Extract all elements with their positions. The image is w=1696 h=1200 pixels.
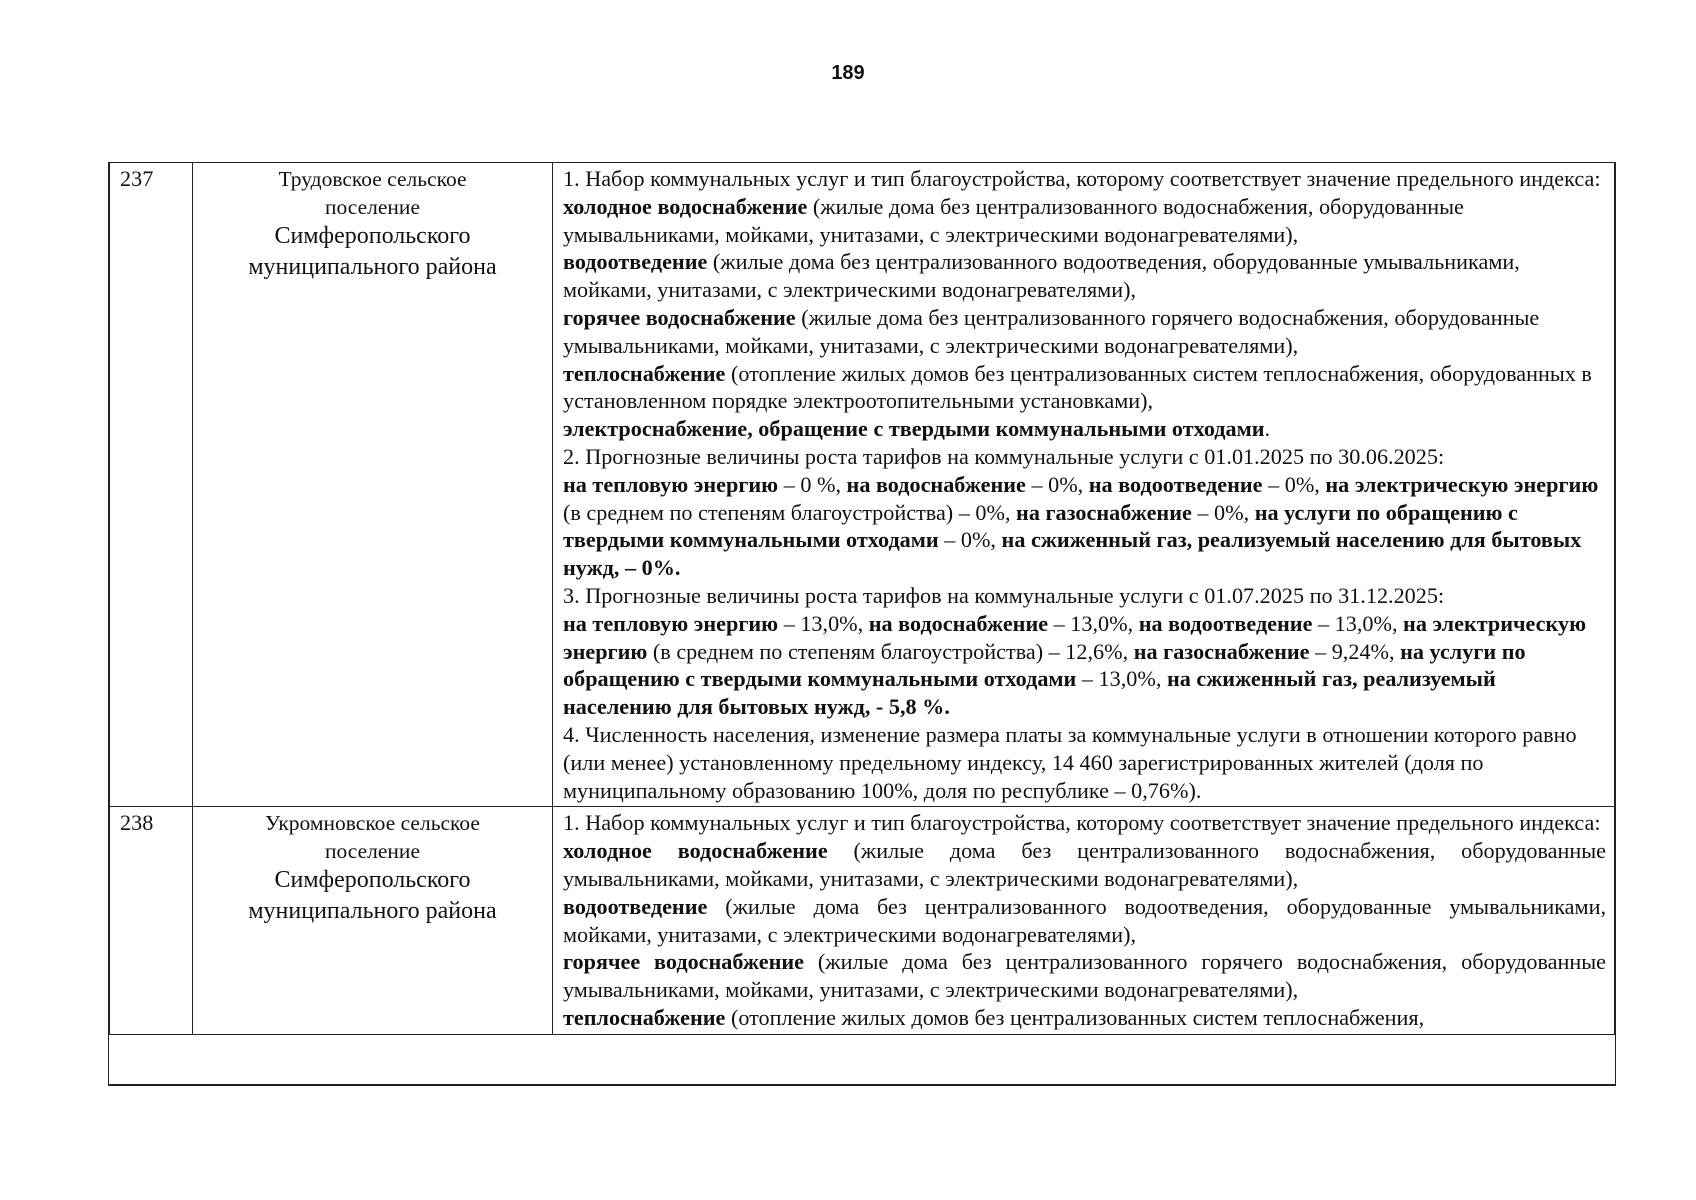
cold-water-text: (жилые дома без централизованного водоснабжения, оборудованные умывальниками, мойками, унитазами, с электрическими водонагревателями), <box>563 193 1464 247</box>
tariff-label: на сжиженный газ, реализуемый населению для бытовых нужд, – 0%. <box>563 527 1582 581</box>
sewer-label: водоотведение <box>563 249 708 275</box>
heat-text: (отопление жилых домов без централизованных систем теплоснабжения, оборудованных в установленном порядке электроотопительными установками), <box>563 360 1592 414</box>
name-line: Симферопольского <box>274 867 471 894</box>
row-number: 237 <box>110 163 193 807</box>
tariff-description <box>553 163 1615 807</box>
name-line: муниципального района <box>248 898 497 925</box>
tariff-value: – 0%, <box>1025 471 1089 497</box>
name-line: Симферопольского <box>274 223 471 249</box>
tariff-value: – 13,0%, <box>1076 666 1167 692</box>
tariff-value: (в среднем по степеням благоустройства) – 12,6%, <box>647 638 1134 664</box>
hot-water-text: (жилые дома без централизованного горячего водоснабжения, оборудованные умывальниками, мойками, унитазами, с электрическими водонагревателями), <box>563 304 1540 358</box>
name-line: поселение <box>325 195 420 219</box>
row-number: 238 <box>110 807 193 1034</box>
electro-item <box>563 415 1606 443</box>
table-row <box>110 807 1615 1034</box>
tariff-label: на услуги по обращению с твердыми коммунальными отходами <box>563 499 1518 553</box>
sewer-text: (жилые дома без централизованного водоотведения, оборудованные умывальниками, мойками, унитазами, с электрическими водонагревателями), <box>563 249 1520 303</box>
heat-text: (отопление жилых домов без централизованных систем теплоснабжения, <box>725 1004 1425 1030</box>
heat-label: теплоснабжение <box>563 360 726 386</box>
sewer-label: водоотведение <box>563 893 708 919</box>
tariff-value: – 0%, <box>1191 499 1255 525</box>
item-3-intro: 3. Прогнозные величины роста тарифов на коммунальные услуги с 01.07.2025 по 31.12.2025: <box>563 582 1445 608</box>
municipality-name <box>193 807 553 1034</box>
page-number: 189 <box>831 62 865 84</box>
hot-water-label: горячее водоснабжение <box>563 304 796 330</box>
tariff-label: на электрическую энергию <box>1325 471 1599 497</box>
cold-water-label: холодное водоснабжение <box>563 193 808 219</box>
tariff-label: на услуги по обращению с твердыми коммунальными отходами <box>563 638 1526 692</box>
tariff-value: – 13,0%, <box>778 610 869 636</box>
tariff-value: – 0%, <box>1262 471 1326 497</box>
name-line: Трудовское сельское <box>278 167 467 191</box>
item-1-intro: 1. Набор коммунальных услуг и тип благоустройства, которому соответствует значение предельного индекса: <box>563 810 1601 836</box>
tariff-label: на водоотведение <box>1138 610 1313 636</box>
tariff-label: на сжиженный газ, реализуемый населению для бытовых нужд, - 5,8 %. <box>563 666 1496 720</box>
tariffs-h2-2025 <box>563 610 1606 721</box>
electro-end: . <box>1264 416 1271 442</box>
cold-water-item <box>563 193 1606 249</box>
tariff-value: – 0 %, <box>778 471 847 497</box>
tariff-value: – 9,24%, <box>1309 638 1401 664</box>
heat-label: теплоснабжение <box>563 1004 726 1030</box>
tariff-label: на электрическую энергию <box>563 610 1587 664</box>
tariff-label: на тепловую энергию <box>563 610 779 636</box>
cold-water-label: холодное водоснабжение <box>563 838 828 864</box>
tariff-label: на водоотведение <box>1088 471 1263 497</box>
hot-water-text: (жилые дома без централизованного горячего водоснабжения, оборудованные умывальниками, мойками, унитазами, с электрическими водонагревателями), <box>563 949 1606 1003</box>
tariff-value: – 13,0%, <box>1048 610 1139 636</box>
hot-water-label: горячее водоснабжение <box>563 949 804 975</box>
tariff-value: (в среднем по степеням благоустройства) – 0%, <box>563 499 1017 525</box>
tariff-value: – 13,0%, <box>1312 610 1404 636</box>
tariff-label: на газоснабжение <box>1016 499 1192 525</box>
hot-water-item <box>563 304 1606 360</box>
item-1-intro: 1. Набор коммунальных услуг и тип благоустройства, которому соответствует значение предельного индекса: <box>563 166 1601 191</box>
tariff-label: на газоснабжение <box>1133 638 1310 664</box>
sewer-item <box>563 893 1606 949</box>
name-line: Укромновское сельское <box>265 811 480 836</box>
hot-water-item <box>563 948 1606 1004</box>
name-line: поселение <box>325 839 420 864</box>
tariffs-h1-2025 <box>563 471 1606 582</box>
sewer-item <box>563 248 1606 304</box>
tariff-label: на водоснабжение <box>846 471 1026 497</box>
table-row <box>110 163 1615 807</box>
heat-item <box>563 360 1606 416</box>
municipality-name <box>193 163 553 807</box>
item-4-population: 4. Численность населения, изменение размера платы за коммунальные услуги в отношении которого равно (или менее) установленному предельному индексу, 14 460 зарегистрированных жителей (доля по муниципальному образованию 100%, доля по республике – 0,76%). <box>563 721 1577 803</box>
name-line: муниципального района <box>248 254 497 280</box>
sewer-text: (жилые дома без централизованного водоотведения, оборудованные умывальниками, мойками, унитазами, с электрическими водонагревателями), <box>563 893 1606 947</box>
tariff-label: на тепловую энергию <box>563 471 779 497</box>
electro-label: электроснабжение, обращение с твердыми коммунальными отходами <box>563 416 1265 442</box>
tariff-label: на водоснабжение <box>868 610 1049 636</box>
tariff-table <box>108 162 1616 1086</box>
tariff-description <box>553 807 1615 1034</box>
tariff-table-grid <box>109 163 1615 1035</box>
cold-water-text: (жилые дома без централизованного водоснабжения, оборудованные умывальниками, мойками, унитазами, с электрическими водонагревателями), <box>563 838 1606 891</box>
item-2-intro: 2. Прогнозные величины роста тарифов на коммунальные услуги с 01.01.2025 по 30.06.2025: <box>563 443 1445 469</box>
heat-item <box>563 1004 1606 1032</box>
cold-water-item <box>563 837 1606 893</box>
tariff-value: – 0%, <box>938 527 1002 553</box>
